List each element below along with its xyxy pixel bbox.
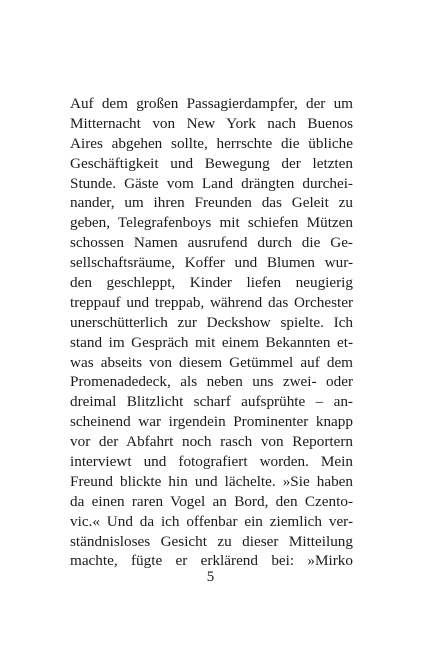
text-line: nander, um ihren Freunden das Geleit zu [70,194,353,212]
text-line: vic.« Und da ich offenbar ein ziemlich ver- [70,512,353,530]
text-line: den geschleppt, Kinder liefen neugierig [70,274,353,292]
text-line: Mitternacht von New York nach Buenos [70,114,353,132]
text-line: treppauf und treppab, während das Orchester [70,293,353,311]
text-line: sellschaftsräume, Koffer und Blumen wur- [70,254,353,272]
text-line: machte, fügte er erklärend bei: »Mirko [70,552,353,570]
text-line: was abseits von diesem Getümmel auf dem [70,353,353,371]
text-line: Stunde. Gäste vom Land drängten durchei- [70,174,353,192]
text-line: Geschäftigkeit und Bewegung der letzten [70,154,353,172]
text-line: Aires abgehen sollte, herrschte die übliche [70,134,353,152]
text-line: interviewt und fotografiert worden. Mein [70,453,353,471]
text-line: da einen raren Vogel an Bord, den Czento- [70,492,353,510]
text-line: Promenadedeck, als neben uns zwei- oder [70,373,353,391]
body-text [70,94,353,571]
text-line: vor der Abfahrt noch rasch von Reportern [70,433,353,451]
text-line: scheinend war irgendein Prominenter knapp [70,413,353,431]
text-line: unerschütterlich zur Deckshow spielte. Ich [70,313,353,331]
text-line: schossen Namen ausrufend durch die Ge- [70,234,353,252]
text-line: geben, Telegrafenboys mit schiefen Mützen [70,214,353,232]
text-line: ständnisloses Gesicht zu dieser Mitteilung [70,532,353,550]
text-line: stand im Gespräch mit einem Bekannten et- [70,333,353,351]
text-line: Auf dem großen Passagierdampfer, der um [70,95,353,112]
text-line: Freund blickte hin und lächelte. »Sie haben [70,472,353,490]
text-line: dreimal Blitzlicht scharf aufsprühte – an- [70,393,353,411]
page-number: 5 [206,569,215,585]
